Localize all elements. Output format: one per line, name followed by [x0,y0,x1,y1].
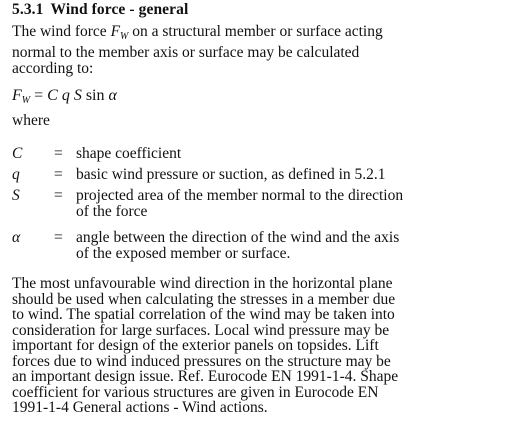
definition-equals: = [54,187,63,204]
paragraph-line: important for design of the exterior panels on topsides. Lift [12,337,379,354]
formula-sin: sin [85,87,105,104]
paragraph-line: coefficient for various structures are given in Eurocode EN [12,383,379,401]
section-heading [12,1,188,19]
definition-line: basic wind pressure or suction, as defined in 5.2.1 [76,166,386,183]
formula-alpha: α [108,87,117,104]
paragraph-line: forces due to wind induced pressures on the structure may be [12,352,391,370]
definition-symbol: α [12,229,21,246]
definition-line: of the exposed member or surface. [76,244,291,262]
wind-force-formula [12,87,117,106]
definition-line: of the force [76,202,148,220]
definition-text [76,188,456,219]
formula-s: S [73,87,82,104]
paragraph-line: The most unfavourable wind direction in the horizontal plane [12,275,393,292]
intro-text-after: on a structural member or surface acting [128,23,383,40]
definition-equals: = [54,229,63,246]
definition-symbol: C [12,145,23,162]
force-subscript: W [120,31,129,42]
definition-equals: = [54,166,63,183]
definition-line: angle between the direction of the wind and the axis [76,229,400,246]
formula-q: q [61,87,70,104]
definition-text [76,167,456,183]
definition-line: projected area of the member normal to the direction [76,187,404,204]
intro-line-1 [12,24,452,45]
section-number: 5.3.1 [12,1,44,18]
force-symbol: F [110,23,121,40]
intro-text-before: The wind force [12,23,111,40]
definition-equals: = [54,145,63,162]
intro-line-3: according to: [12,60,94,77]
section-title: Wind force - general [50,1,189,18]
paragraph-line: 1991-1-4 General actions - Wind actions. [12,399,268,416]
paragraph-line: an important design issue. Ref. Eurocode EN 1991-1-4. Shape [12,368,399,385]
formula-equals: = [30,87,48,104]
intro-paragraph [12,24,452,77]
definition-line: shape coefficient [76,145,182,162]
formula-lhs: F [12,87,22,104]
where-label: where [12,112,50,129]
paragraph-line: consideration for large surfaces. Local wind pressure may be [12,321,390,339]
intro-line-2: normal to the member axis or surface may be calculated [12,44,360,61]
definition-text [76,146,456,162]
definition-symbol: q [12,166,20,183]
paragraph-line: to wind. The spatial correlation of the wind may be taken into [12,306,395,323]
formula-lhs-subscript: W [21,95,31,106]
definition-symbol: S [12,187,20,204]
definition-text [76,230,456,261]
paragraph-line: should be used when calculating the stresses in a member due [12,290,396,308]
formula-c: C [47,87,58,104]
body-paragraph [12,276,457,416]
